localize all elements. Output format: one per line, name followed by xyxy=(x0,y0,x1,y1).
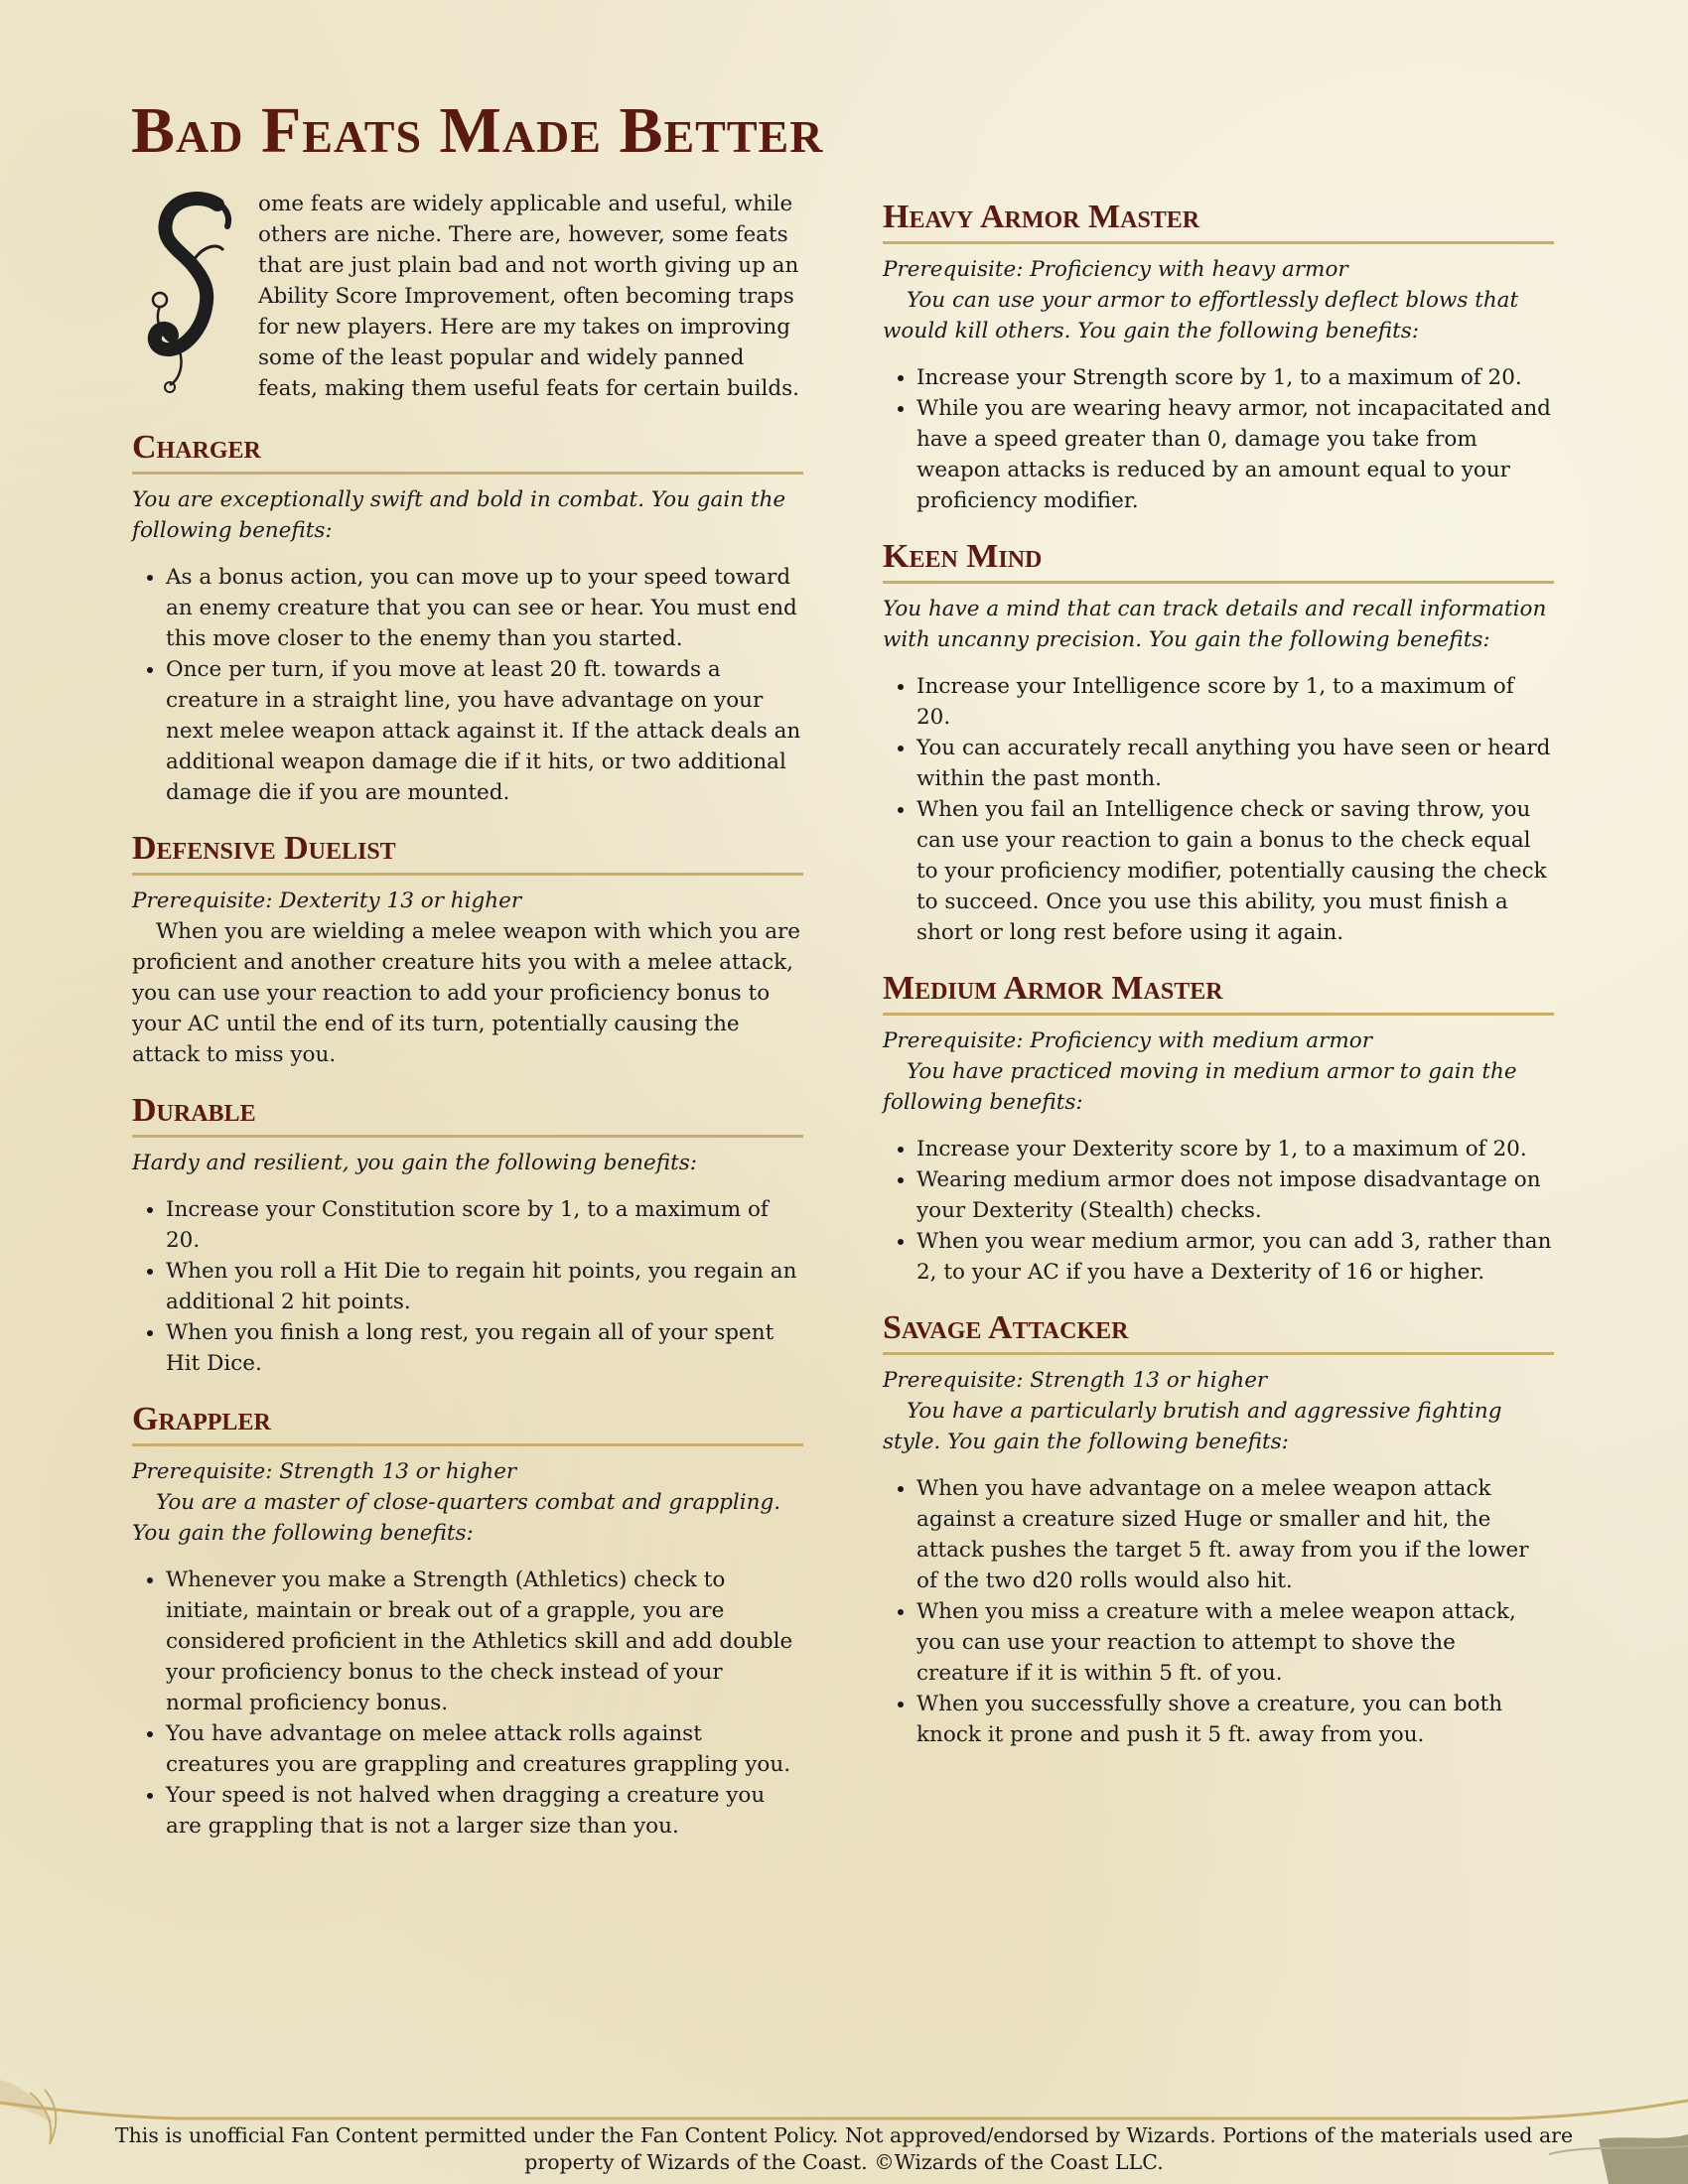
heading-grappler: Grappler xyxy=(132,1401,803,1446)
page-title: Bad Feats Made Better xyxy=(131,94,824,167)
grappler-description: You are a master of close-quarters combat and grappling. You gain the following benefits: xyxy=(132,1490,781,1546)
heading-heavy-armor-master: Heavy Armor Master xyxy=(883,199,1554,244)
heading-savage-attacker: Savage Attacker xyxy=(883,1309,1554,1355)
heading-charger: Charger xyxy=(132,429,803,475)
list-item: • When you fail an Intelligence check or saving throw, you can use your reaction to gain a bonus to the check equal to your proficiency modifier, potentially causing the check to succeed. Once you use this ability, you must finish a short or long rest before using it again. xyxy=(916,794,1554,948)
durable-benefits xyxy=(132,1194,803,1379)
list-item: • You have advantage on melee attack rolls against creatures you are grappling and creatures grappling you. xyxy=(166,1718,803,1780)
heading-medium-armor-master: Medium Armor Master xyxy=(883,970,1554,1016)
dropcap-icon xyxy=(140,191,251,394)
heavy-armor-master-prerequisite: Prerequisite: Proficiency with heavy armor xyxy=(883,257,1348,282)
list-item: • When you miss a creature with a melee weapon attack, you can use your reaction to attempt to shove the creature if it is within 5 ft. of you. xyxy=(916,1596,1554,1689)
list-item: • Wearing medium armor does not impose disadvantage on your Dexterity (Stealth) checks. xyxy=(916,1164,1554,1226)
list-item: • Increase your Intelligence score by 1, to a maximum of 20. xyxy=(916,671,1554,733)
footer-legal-text: This is unofficial Fan Content permitted under the Fan Content Policy. Not approved/endorsed by Wizards. Portions of the materials used are property of Wizards of the Coast. ©Wizards of the Coast LLC. xyxy=(114,2123,1574,2174)
keen-mind-description: You have a mind that can track details and recall information with uncanny precision. You gain the following benefits: xyxy=(883,597,1547,652)
heading-defensive-duelist: Defensive Duelist xyxy=(132,830,803,876)
list-item: • When you finish a long rest, you regain all of your spent Hit Dice. xyxy=(166,1317,803,1379)
list-item: • When you roll a Hit Die to regain hit points, you regain an additional 2 hit points. xyxy=(166,1256,803,1317)
list-item: • You can accurately recall anything you have seen or heard within the past month. xyxy=(916,733,1554,794)
heading-durable: Durable xyxy=(132,1092,803,1138)
list-item: • Increase your Strength score by 1, to a maximum of 20. xyxy=(916,362,1554,393)
defensive-duelist-prerequisite: Prerequisite: Dexterity 13 or higher xyxy=(132,888,522,913)
grappler-benefits xyxy=(132,1565,803,1842)
charger-description: You are exceptionally swift and bold in combat. You gain the following benefits: xyxy=(132,487,786,543)
heavy-armor-master-description: You can use your armor to effortlessly deflect blows that would kill others. You gain the following benefits: xyxy=(883,288,1519,343)
defensive-duelist-body: When you are wielding a melee weapon with which you are proficient and another creature hits you with a melee attack, you can use your reaction to add your proficiency bonus to your AC until the end of its turn, potentially causing the attack to miss you. xyxy=(132,919,801,1067)
savage-attacker-prerequisite: Prerequisite: Strength 13 or higher xyxy=(883,1368,1268,1393)
medium-armor-master-prerequisite: Prerequisite: Proficiency with medium armor xyxy=(883,1028,1372,1053)
list-item: • Increase your Dexterity score by 1, to a maximum of 20. xyxy=(916,1134,1554,1164)
keen-mind-benefits xyxy=(883,671,1554,948)
list-item: • Increase your Constitution score by 1, to a maximum of 20. xyxy=(166,1194,803,1256)
intro xyxy=(132,189,803,407)
grappler-prerequisite: Prerequisite: Strength 13 or higher xyxy=(132,1459,517,1484)
list-item: • As a bonus action, you can move up to your speed toward an enemy creature that you can see or hear. You must end this move closer to the enemy than you started. xyxy=(166,562,803,654)
durable-description: Hardy and resilient, you gain the following benefits: xyxy=(132,1151,697,1175)
list-item: • When you have advantage on a melee weapon attack against a creature sized Huge or smaller and hit, the attack pushes the target 5 ft. away from you if the lower of the two d20 rolls would also hit. xyxy=(916,1473,1554,1596)
right-column xyxy=(883,189,1554,1750)
savage-attacker-benefits xyxy=(883,1473,1554,1750)
heading-keen-mind: Keen Mind xyxy=(883,538,1554,584)
medium-armor-master-benefits xyxy=(883,1134,1554,1288)
charger-benefits xyxy=(132,562,803,808)
left-column xyxy=(132,189,803,1842)
medium-armor-master-description: You have practiced moving in medium armor to gain the following benefits: xyxy=(883,1059,1517,1115)
list-item: • When you wear medium armor, you can add 3, rather than 2, to your AC if you have a Dexterity of 16 or higher. xyxy=(916,1226,1554,1288)
intro-text: ome feats are widely applicable and useful, while others are niche. There are, however, some feats that are just plain bad and not worth giving up an Ability Score Improvement, often becoming traps for new players. Here are my takes on improving some of the least popular and widely panned feats, making them useful feats for certain builds. xyxy=(258,192,800,401)
list-item: • When you successfully shove a creature, you can both knock it prone and push it 5 ft. away from you. xyxy=(916,1689,1554,1750)
savage-attacker-description: You have a particularly brutish and aggressive fighting style. You gain the following benefits: xyxy=(883,1399,1502,1454)
list-item: • Once per turn, if you move at least 20 ft. towards a creature in a straight line, you have advantage on your next melee weapon attack against it. If the attack deals an additional weapon damage die if it hits, or two additional damage die if you are mounted. xyxy=(166,654,803,808)
list-item: • Your speed is not halved when dragging a creature you are grappling that is not a larger size than you. xyxy=(166,1780,803,1842)
list-item: • While you are wearing heavy armor, not incapacitated and have a speed greater than 0, damage you take from weapon attacks is reduced by an amount equal to your proficiency modifier. xyxy=(916,393,1554,516)
list-item: • Whenever you make a Strength (Athletics) check to initiate, maintain or break out of a grapple, you are considered proficient in the Athletics skill and add double your proficiency bonus to the check instead of your normal proficiency bonus. xyxy=(166,1565,803,1718)
heavy-armor-master-benefits xyxy=(883,362,1554,516)
